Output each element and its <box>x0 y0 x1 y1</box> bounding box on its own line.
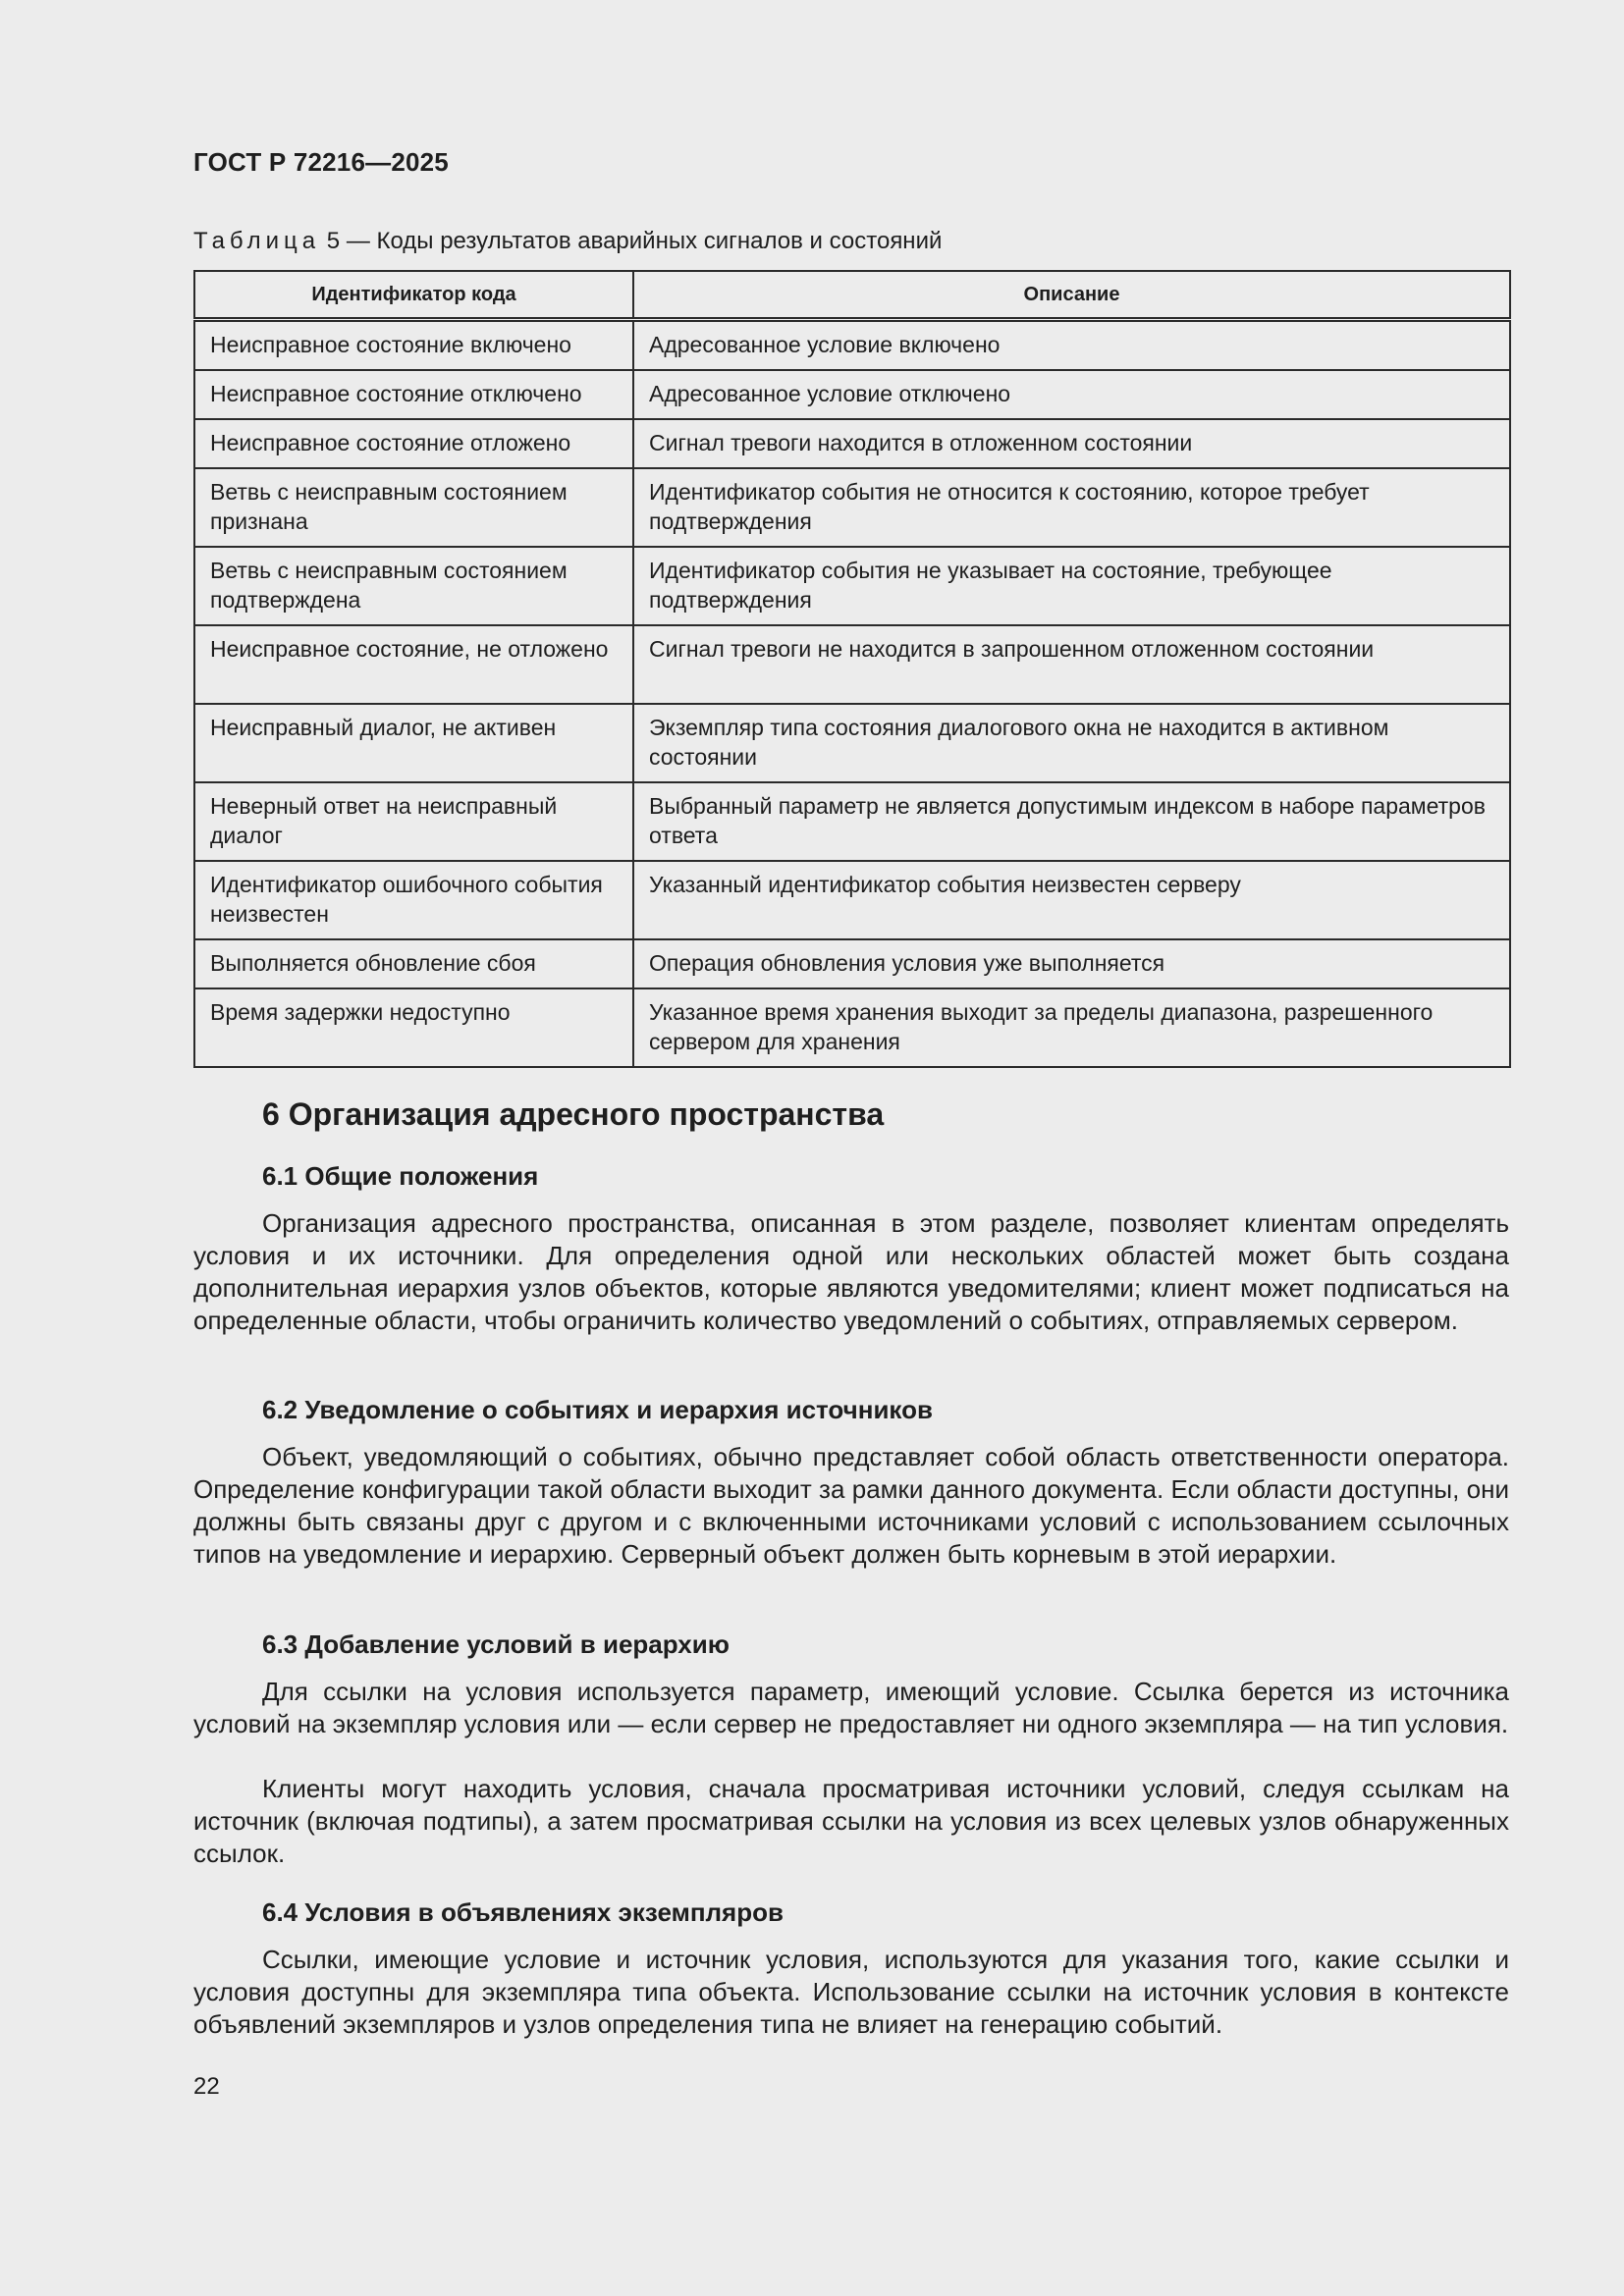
description-cell: Идентификатор события не указывает на состояние, требующее подтверждения <box>633 547 1510 625</box>
table-row <box>194 704 1510 782</box>
standard-header: ГОСТ Р 72216—2025 <box>193 147 449 177</box>
table-caption-text: — Коды результатов аварийных сигналов и состояний <box>346 228 943 254</box>
section-6-3-paragraph-1: Для ссылки на условия используется параметр, имеющий условие. Ссылка берется из источника условий на экземпляр условия или — если сервер не предоставляет ни одного экземпляра — на тип условия. <box>193 1677 1509 1738</box>
table-row <box>194 419 1510 468</box>
table-row <box>194 988 1510 1067</box>
code-cell: Неисправное состояние включено <box>194 320 633 371</box>
section-6-1-title: 6.1 Общие положения <box>262 1161 539 1191</box>
table-row <box>194 861 1510 939</box>
codes-table <box>193 270 1511 1068</box>
section-6-2-title: 6.2 Уведомление о событиях и иерархия источников <box>262 1395 933 1424</box>
description-cell: Сигнал тревоги находится в отложенном состоянии <box>633 419 1510 468</box>
section-6-2-paragraph: Объект, уведомляющий о событиях, обычно представляет собой область ответственности оператора. Определение конфигурации такой области выходит за рамки данного документа. Если области доступны, они должны быть связаны друг с другом и с включенными источниками условий с использованием ссылочных типов на уведомление и иерархию. Серверный объект должен быть корневым в этой иерархии. <box>193 1442 1509 1569</box>
description-cell: Выбранный параметр не является допустимым индексом в наборе параметров ответа <box>633 782 1510 861</box>
section-6-4-title: 6.4 Условия в объявлениях экземпляров <box>262 1897 784 1927</box>
table-row <box>194 320 1510 371</box>
column-header-description: Описание <box>633 271 1510 320</box>
table-caption-prefix: Таблица <box>193 228 321 254</box>
code-cell: Ветвь с неисправным состоянием признана <box>194 468 633 547</box>
table-row <box>194 782 1510 861</box>
table-caption <box>193 228 942 255</box>
section-6-3-paragraph-2: Клиенты могут находить условия, сначала просматривая источники условий, следуя ссылкам на источник (включая подтипы), а затем просматривая ссылки на условия из всех целевых узлов обнаруженных ссылок. <box>193 1774 1509 1868</box>
code-cell: Время задержки недоступно <box>194 988 633 1067</box>
code-cell: Идентификатор ошибочного события неизвестен <box>194 861 633 939</box>
page-number: 22 <box>193 2073 220 2100</box>
table-row <box>194 625 1510 704</box>
description-cell: Адресованное условие отключено <box>633 370 1510 419</box>
code-cell: Неверный ответ на неисправный диалог <box>194 782 633 861</box>
table-caption-number: 5 <box>326 228 341 254</box>
description-cell: Сигнал тревоги не находится в запрошенном отложенном состоянии <box>633 625 1510 704</box>
code-cell: Неисправное состояние, не отложено <box>194 625 633 704</box>
table-row <box>194 939 1510 988</box>
description-cell: Адресованное условие включено <box>633 320 1510 371</box>
code-cell: Неисправный диалог, не активен <box>194 704 633 782</box>
table-row <box>194 547 1510 625</box>
column-header-code: Идентификатор кода <box>194 271 633 320</box>
section-6-3-title: 6.3 Добавление условий в иерархию <box>262 1629 730 1659</box>
section-6-4-paragraph: Ссылки, имеющие условие и источник условия, используются для указания того, какие ссылки и условия доступны для экземпляра типа объекта. Использование ссылки на источник условия в контексте объявлений экземпляров и узлов определения типа не влияет на генерацию событий. <box>193 1945 1509 2039</box>
code-cell: Неисправное состояние отложено <box>194 419 633 468</box>
code-cell: Выполняется обновление сбоя <box>194 939 633 988</box>
description-cell: Указанное время хранения выходит за пределы диапазона, разрешенного сервером для хранения <box>633 988 1510 1067</box>
description-cell: Экземпляр типа состояния диалогового окна не находится в активном состоянии <box>633 704 1510 782</box>
table-header-row <box>194 271 1510 320</box>
table-row <box>194 370 1510 419</box>
table-row <box>194 468 1510 547</box>
code-cell: Неисправное состояние отключено <box>194 370 633 419</box>
section-6-title: 6 Организация адресного пространства <box>262 1096 885 1132</box>
section-6-1-paragraph: Организация адресного пространства, описанная в этом разделе, позволяет клиентам определять условия и их источники. Для определения одной или нескольких областей может быть создана дополнительная иерархия узлов объектов, которые являются уведомителями; клиент может подписаться на определенные области, чтобы ограничить количество уведомлений о событиях, отправляемых сервером. <box>193 1208 1509 1335</box>
description-cell: Идентификатор события не относится к состоянию, которое требует подтверждения <box>633 468 1510 547</box>
description-cell: Указанный идентификатор события неизвестен серверу <box>633 861 1510 939</box>
code-cell: Ветвь с неисправным состоянием подтверждена <box>194 547 633 625</box>
description-cell: Операция обновления условия уже выполняется <box>633 939 1510 988</box>
